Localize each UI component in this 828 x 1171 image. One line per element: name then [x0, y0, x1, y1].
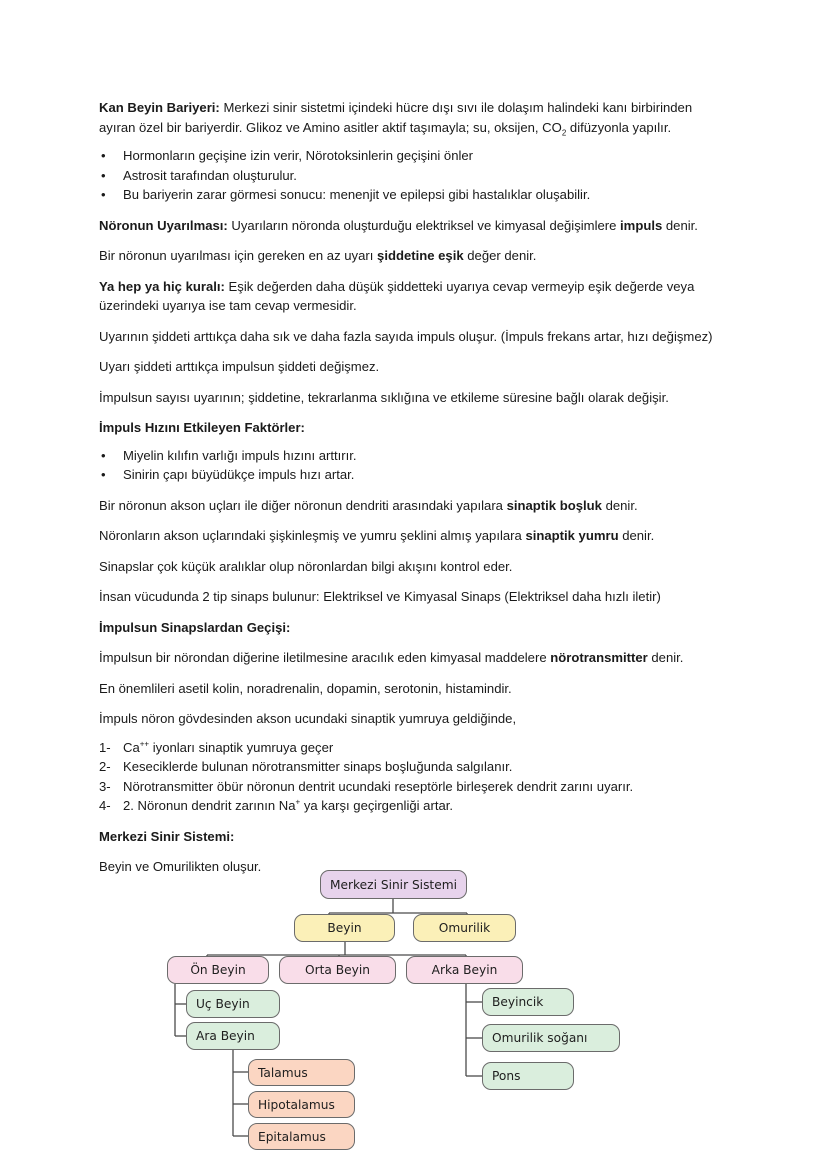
esik-text: Bir nöronun uyarılması için gereken en az uyarı: [99, 248, 378, 263]
list-item: [99, 757, 731, 777]
list-item: • Astrosit tarafından oluşturulur.: [99, 166, 731, 186]
ya-hep-text: Eşik değerden daha düşük şiddetteki uyarıya cevap vermeyip eşik değerde veya üzerindeki uyarıya ise tam cevap vermesidir.: [99, 278, 695, 313]
kan-beyin-paragraph: [99, 98, 731, 137]
sinaps-gecisi-heading: İmpulsun Sinapslardan Geçişi:: [99, 619, 291, 635]
step-superscript: ++: [139, 739, 150, 749]
list-item: [99, 777, 731, 797]
paragraph: İmpulsun sayısı uyarının; şiddetine, tekrarlanma sıklığına ve etkileme süresine bağlı olarak değişir.: [99, 389, 669, 405]
sinaptik-yumru-term: sinaptik yumru: [525, 528, 619, 543]
paragraph: Sinapslar çok küçük aralıklar olup nöronlardan bilgi akışını kontrol eder.: [99, 558, 513, 574]
paragraph: Uyarının şiddeti arttıkça daha sık ve daha fazla sayıda impuls oluşur. (İmpuls frekans artar, hızı değişmez): [99, 328, 713, 344]
uyarilma-title: Nöronun Uyarılması:: [99, 217, 228, 233]
node-beyincik: Beyincik: [482, 988, 574, 1016]
step-number: 2-: [99, 759, 111, 774]
step-text: 2. Nöronun dendrit zarının Na: [123, 798, 296, 813]
node-arka-beyin: Arka Beyin: [406, 956, 523, 984]
norotransmitter-paragraph: [99, 648, 731, 668]
step-number: 1-: [99, 739, 111, 755]
kan-beyin-text: Merkezi sinir sistetmi içindeki hücre dışı sıvı ile dolaşım halindeki kanı birbirinden ayıran özel bir bariyerdir. Glikoz ve Amino asitler aktif taşımayla; su, oksijen, CO: [99, 100, 693, 135]
list-item: • Bu bariyerin zarar görmesi sonucu: menenjit ve epilepsi gibi hastalıklar oluşabilir.: [99, 185, 731, 205]
sinaptik-bosluk-end: denir.: [601, 497, 638, 513]
list-item: [99, 796, 731, 816]
sinaptik-yumru-paragraph: [99, 526, 731, 546]
node-talamus: Talamus: [248, 1059, 355, 1086]
sinaptik-yumru-text: Nöronların akson uçlarındaki şişkinleşmiş ve yumru şeklini almış yapılara: [99, 528, 526, 543]
sinaptik-bosluk-text: Bir nöronun akson uçları ile diğer nöronun dendriti arasındaki yapılara: [99, 497, 507, 513]
list-item: [99, 738, 731, 758]
sinaptik-bosluk-term: sinaptik boşluk: [506, 497, 602, 513]
step-text: Ca: [123, 739, 140, 755]
node-pons: Pons: [482, 1062, 574, 1090]
kan-beyin-title: Kan Beyin Bariyeri:: [99, 100, 220, 115]
kan-beyin-bullets: [99, 146, 731, 205]
norotransmitter-term: nörotransmitter: [550, 650, 648, 665]
step-number: 4-: [99, 798, 111, 813]
ya-hep-title: Ya hep ya hiç kuralı:: [99, 278, 225, 294]
node-on-beyin: Ön Beyin: [167, 956, 269, 984]
node-ara-beyin: Ara Beyin: [186, 1022, 280, 1050]
step-text: Nörotransmitter öbür nöronun dentrit ucundaki reseptörle birleşerek dendrit zarını uyarır.: [123, 778, 634, 794]
kan-beyin-text-end: difüzyonla yapılır.: [566, 119, 672, 135]
sinaptik-bosluk-paragraph: [99, 496, 731, 516]
node-omurilik: Omurilik: [413, 914, 516, 942]
esik-term: şiddetine eşik: [377, 248, 464, 263]
paragraph: İnsan vücudunda 2 tip sinaps bulunur: Elektriksel ve Kimyasal Sinaps (Elektriksel daha hızlı iletir): [99, 589, 661, 604]
step-text-end: ya karşı geçirgenliği artar.: [300, 798, 454, 813]
step-superscript: +: [295, 797, 301, 807]
list-item: • Sinirin çapı büyüdükçe impuls hızı artar.: [99, 465, 731, 485]
steps-list: [99, 738, 731, 816]
document-page: [99, 98, 731, 877]
esik-text-end: değer denir.: [463, 248, 537, 263]
step-text-end: iyonları sinaptik yumruya geçer: [149, 739, 334, 755]
paragraph: İmpuls nöron gövdesinden akson ucundaki sinaptik yumruya geldiğinde,: [99, 711, 517, 726]
list-item: • Hormonların geçişine izin verir, Nörotoksinlerin geçişini önler: [99, 146, 731, 166]
impuls-hizi-heading: İmpuls Hızını Etkileyen Faktörler:: [99, 420, 305, 435]
node-epitalamus: Epitalamus: [248, 1123, 355, 1150]
node-uc-beyin: Uç Beyin: [186, 990, 280, 1018]
step-text: Keseciklerde bulunan nörotransmitter sinaps boşluğunda salgılanır.: [123, 759, 513, 774]
node-beyin: Beyin: [294, 914, 395, 942]
sinaptik-yumru-end: denir.: [618, 528, 655, 543]
step-number: 3-: [99, 778, 111, 794]
esik-paragraph: [99, 246, 731, 266]
uyarilma-text-end: denir.: [662, 217, 698, 233]
node-omurilik-sogani: Omurilik soğanı: [482, 1024, 620, 1052]
paragraph: Beyin ve Omurilikten oluşur.: [99, 859, 262, 874]
paragraph: En önemlileri asetil kolin, noradrenalin, dopamin, serotonin, histamindir.: [99, 680, 512, 696]
list-item: • Miyelin kılıfın varlığı impuls hızını arttırır.: [99, 446, 731, 466]
node-merkezi-sinir-sistemi: Merkezi Sinir Sistemi: [320, 870, 467, 899]
mss-heading: Merkezi Sinir Sistemi:: [99, 828, 235, 844]
paragraph: Uyarı şiddeti arttıkça impulsun şiddeti değişmez.: [99, 359, 380, 374]
uyarilma-text: Uyarıların nöronda oluşturduğu elektriksel ve kimyasal değişimlere: [227, 217, 621, 233]
node-hipotalamus: Hipotalamus: [248, 1091, 355, 1118]
norotransmitter-end: denir.: [647, 650, 684, 665]
co2-subscript: 2: [561, 128, 567, 138]
norotransmitter-text: İmpulsun bir nörondan diğerine iletilmesine aracılık eden kimyasal maddelere: [99, 650, 551, 665]
node-orta-beyin: Orta Beyin: [279, 956, 396, 984]
uyarilma-paragraph: [99, 216, 731, 236]
impuls-hizi-bullets: [99, 446, 731, 485]
impuls-term: impuls: [620, 217, 663, 233]
ya-hep-paragraph: [99, 277, 731, 316]
